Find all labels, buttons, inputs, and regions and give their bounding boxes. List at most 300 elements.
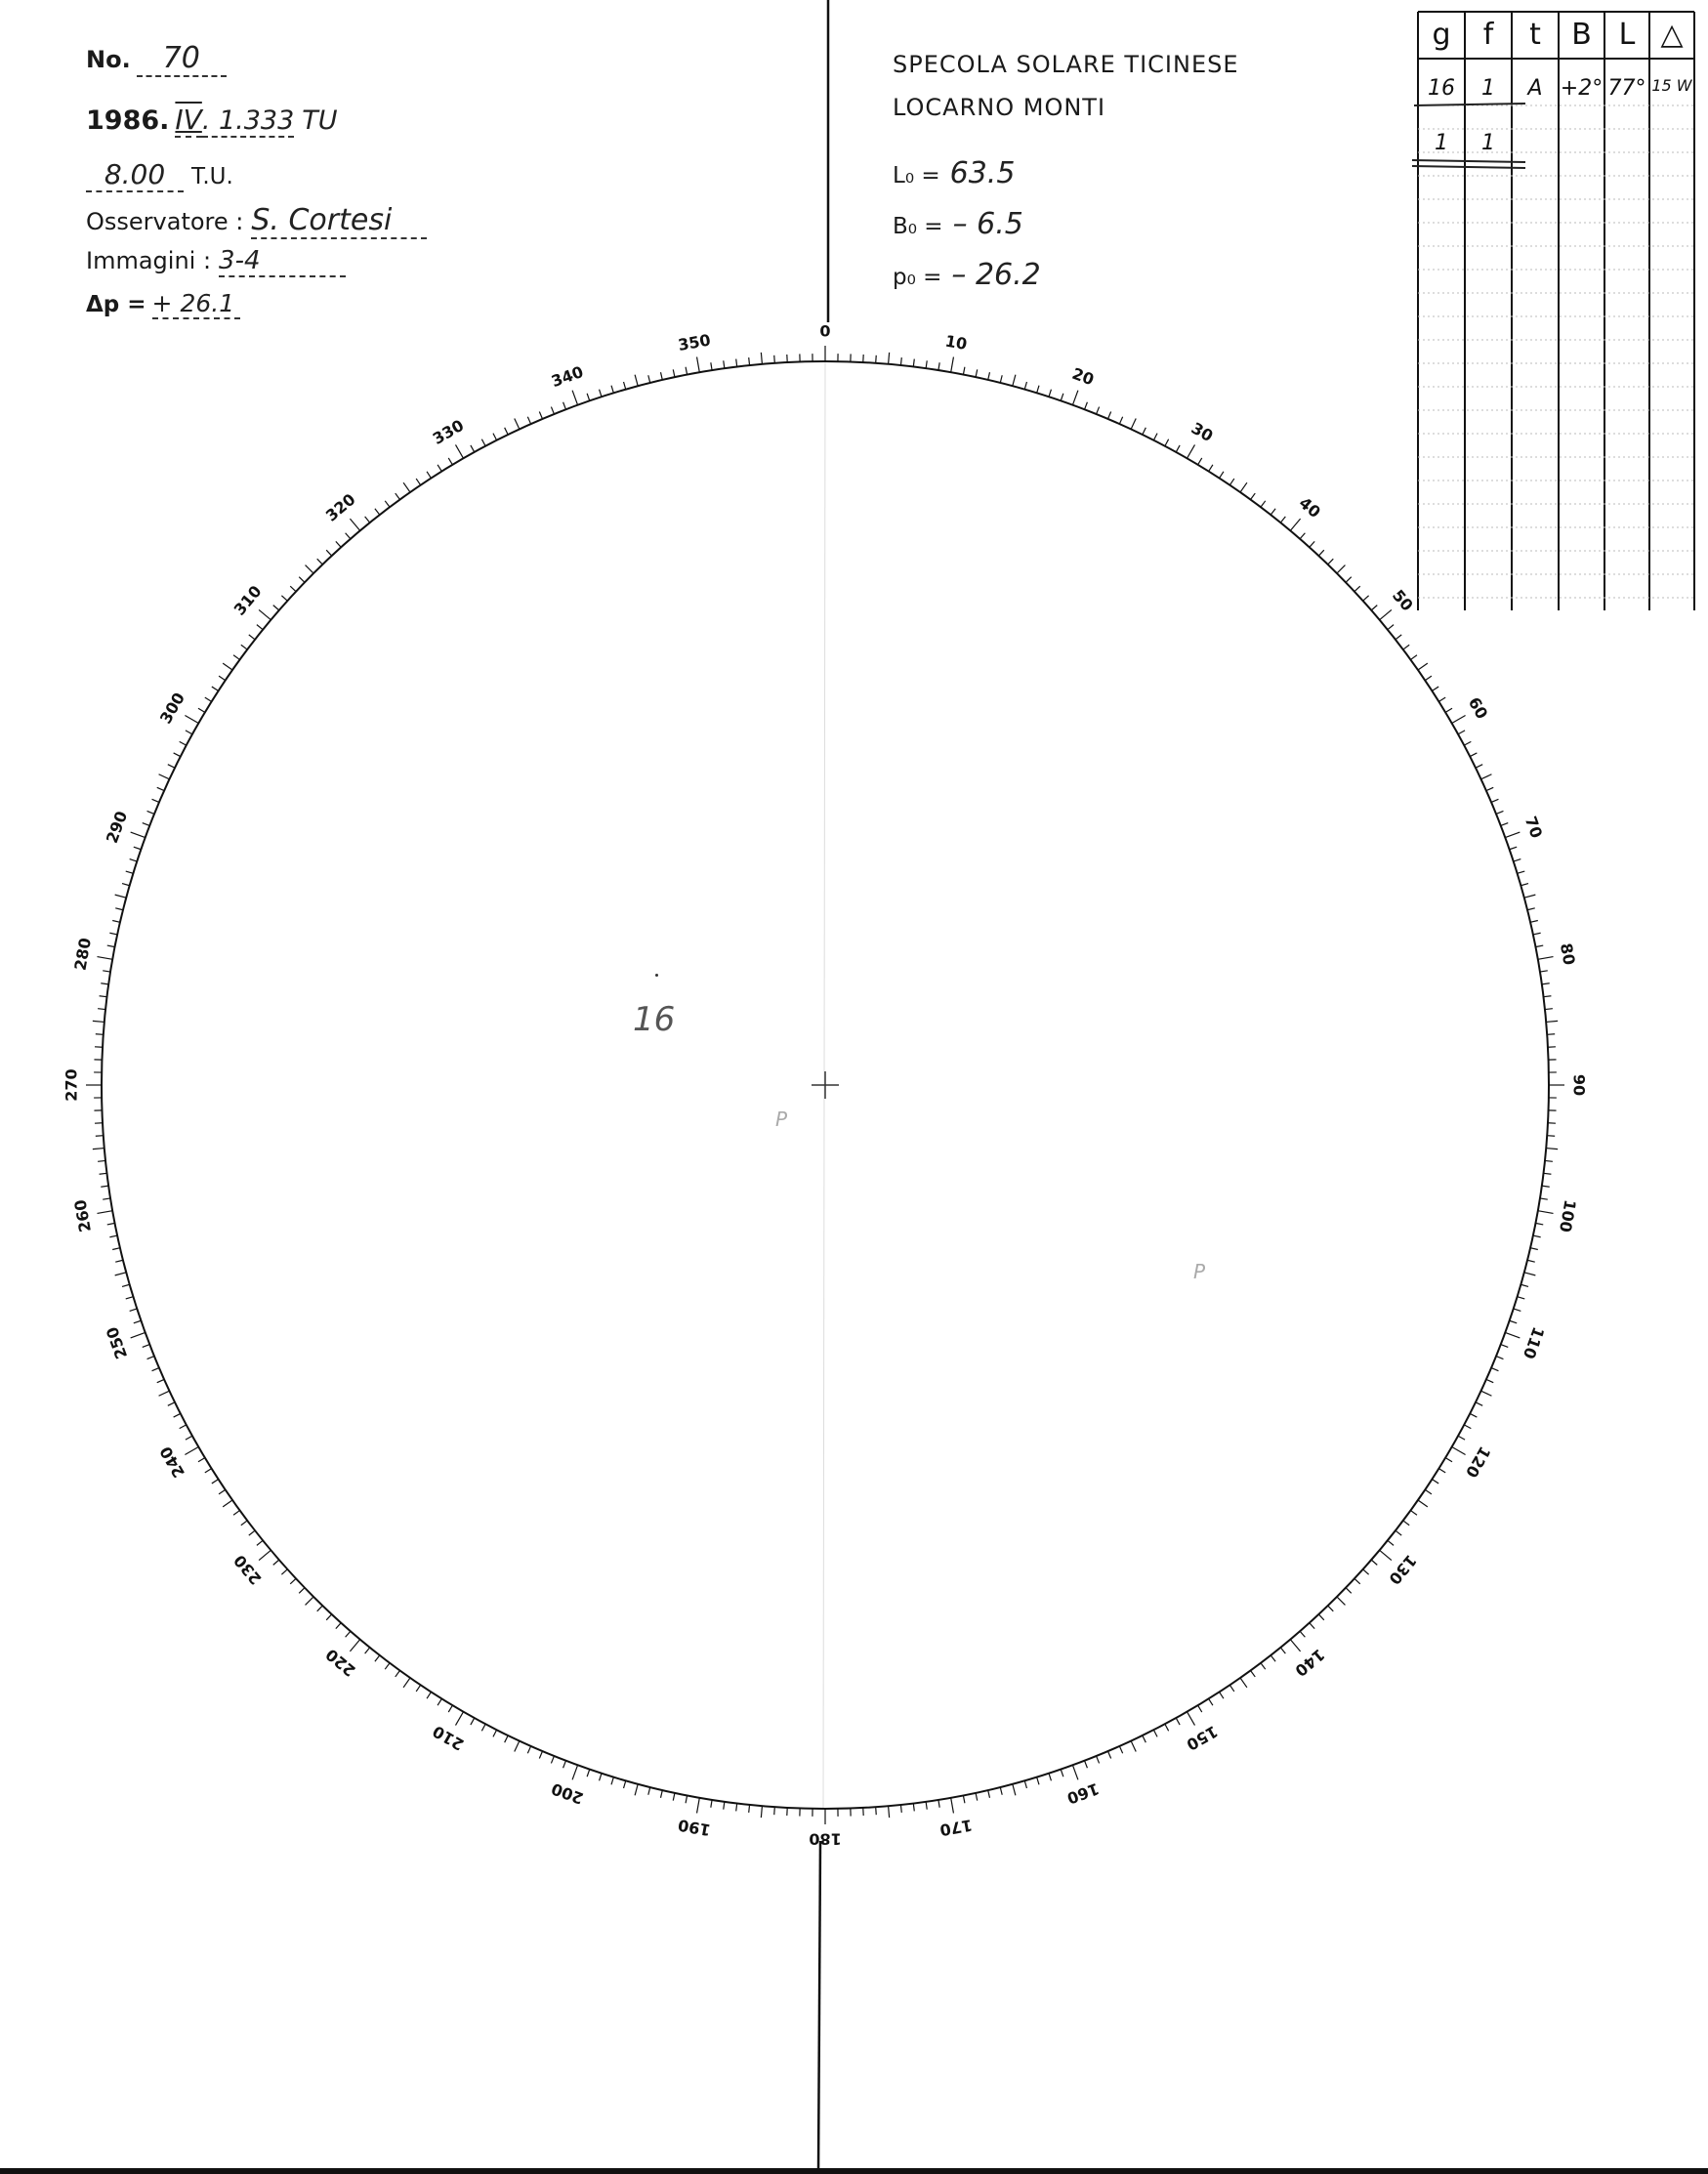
- scale-tick: [1403, 1521, 1409, 1526]
- scale-tick: [396, 1670, 400, 1676]
- scale-label: 340: [549, 361, 586, 392]
- scale-tick: [1354, 1578, 1360, 1583]
- scale-tick: [299, 577, 305, 583]
- scale-tick: [115, 1260, 123, 1262]
- scale-tick: [913, 1803, 914, 1811]
- scale-label: 300: [155, 689, 189, 728]
- scale-tick: [1458, 731, 1465, 734]
- table-header-cell: B: [1571, 18, 1592, 52]
- scale-tick: [103, 971, 110, 972]
- scale-tick: [1481, 774, 1492, 779]
- scale-tick: [1354, 586, 1360, 591]
- scale-tick: [1533, 1235, 1541, 1237]
- scale-tick: [416, 479, 420, 485]
- scale-label: 250: [102, 1324, 132, 1361]
- table-cell: 1: [1435, 131, 1448, 155]
- scale-tick: [350, 519, 359, 530]
- scale-tick: [306, 565, 313, 573]
- scale-tick: [198, 708, 205, 712]
- scale-tick: [259, 609, 271, 619]
- scale-tick: [761, 353, 762, 364]
- scale-tick: [1388, 625, 1394, 630]
- row-double-underline: [1412, 160, 1525, 162]
- scale-tick: [437, 1698, 441, 1705]
- scale-tick: [185, 1447, 198, 1455]
- scale-tick: [131, 832, 146, 837]
- scale-label: 0: [819, 321, 831, 341]
- scale-tick: [1209, 465, 1213, 472]
- scale-tick: [551, 407, 554, 414]
- scale-tick: [98, 1211, 113, 1214]
- scale-tick: [174, 753, 181, 757]
- row-double-underline: [1412, 166, 1525, 168]
- scale-tick: [988, 1790, 990, 1798]
- scale-tick: [1229, 479, 1233, 485]
- scale-tick: [96, 1034, 104, 1035]
- scale-tick: [724, 360, 725, 368]
- scale-tick: [273, 1560, 279, 1565]
- scale-tick: [1547, 1136, 1555, 1137]
- table-cell: 15 W: [1651, 76, 1692, 95]
- observer-label: Osservatore :: [86, 208, 244, 235]
- scale-tick: [1547, 1034, 1555, 1035]
- scale-tick: [385, 501, 390, 507]
- scale-tick: [112, 1248, 120, 1250]
- scale-tick: [375, 509, 380, 515]
- scale-tick: [126, 1297, 134, 1299]
- scale-tick: [1543, 996, 1551, 997]
- scale-tick: [147, 811, 154, 814]
- scale-tick: [241, 1521, 247, 1526]
- scale-tick: [186, 731, 192, 734]
- scale-tick: [100, 1173, 107, 1174]
- scale-tick: [233, 655, 239, 660]
- scale-label: 110: [1519, 1324, 1549, 1361]
- scale-tick: [1131, 1741, 1136, 1752]
- scale-tick: [1501, 1345, 1508, 1348]
- date-year: 1986.: [86, 105, 170, 136]
- scale-tick: [976, 369, 978, 377]
- scale-tick: [761, 1806, 762, 1818]
- scale-tick: [1363, 596, 1369, 601]
- scale-tick: [572, 1765, 577, 1779]
- scale-tick: [317, 1606, 323, 1611]
- scale-tick: [527, 417, 530, 424]
- time-value: 8.00: [86, 158, 184, 192]
- scale-tick: [724, 1802, 725, 1810]
- scale-tick: [109, 933, 117, 935]
- number-value: 70: [137, 41, 227, 77]
- scale-tick: [326, 1614, 331, 1620]
- scale-tick: [1452, 716, 1466, 724]
- scale-tick: [1410, 655, 1416, 660]
- scale-tick: [1491, 1368, 1498, 1371]
- scale-tick: [103, 1198, 110, 1199]
- scale-tick: [1396, 635, 1401, 640]
- scale-tick: [115, 895, 127, 898]
- scale-tick: [1543, 1173, 1551, 1174]
- scale-tick: [1229, 1685, 1233, 1692]
- b0-label: B₀ =: [893, 214, 943, 239]
- scale-tick: [1280, 517, 1285, 523]
- table-header-cell: f: [1482, 18, 1494, 52]
- scale-tick: [1165, 439, 1169, 446]
- scale-tick: [122, 1284, 130, 1286]
- scale-tick: [471, 445, 475, 452]
- scale-tick: [1445, 708, 1452, 712]
- scale-tick: [600, 390, 602, 397]
- scale-tick: [1388, 1540, 1394, 1545]
- p0-value: – 26.2: [951, 258, 1041, 292]
- scale-tick: [1310, 1623, 1314, 1629]
- scale-tick: [249, 1530, 255, 1535]
- scale-tick: [1470, 753, 1477, 757]
- scale-tick: [774, 355, 775, 363]
- scale-tick: [1527, 1260, 1535, 1262]
- scale-tick: [336, 1623, 341, 1629]
- scale-tick: [635, 375, 638, 387]
- number-label: No.: [86, 46, 131, 73]
- scale-tick: [1432, 1480, 1438, 1484]
- scale-tick: [1425, 1489, 1432, 1493]
- scale-tick: [130, 859, 138, 861]
- scale-tick: [1464, 741, 1471, 745]
- scale-tick: [1131, 419, 1136, 430]
- scale-tick: [205, 697, 212, 701]
- l0-value: 63.5: [949, 156, 1016, 190]
- scale-tick: [273, 606, 279, 610]
- scale-tick: [1518, 1297, 1525, 1299]
- scale-tick: [205, 1469, 212, 1473]
- scale-tick: [563, 1761, 566, 1768]
- scale-tick: [1165, 1724, 1169, 1731]
- scale-tick: [180, 741, 187, 745]
- table-header-cell: △: [1660, 18, 1684, 52]
- scale-tick: [1524, 1273, 1536, 1275]
- images-label: Immagini :: [86, 247, 212, 274]
- scale-tick: [212, 687, 219, 690]
- scale-tick: [1271, 509, 1275, 515]
- scale-tick: [1176, 445, 1180, 452]
- scale-tick: [1251, 1670, 1256, 1676]
- scale-tick: [515, 419, 520, 430]
- images-value: 3-4: [219, 246, 346, 277]
- scale-label: 240: [155, 1442, 189, 1482]
- scale-tick: [134, 847, 142, 850]
- scale-tick: [1143, 428, 1146, 435]
- p0-label: p₀ =: [893, 265, 942, 290]
- scale-tick: [1527, 908, 1535, 910]
- scale-tick: [107, 1223, 115, 1225]
- scale-tick: [1380, 609, 1392, 619]
- scale-tick: [1220, 1692, 1224, 1698]
- scale-tick: [437, 465, 441, 472]
- scale-label: 130: [1385, 1551, 1421, 1589]
- scale-tick: [346, 533, 351, 539]
- scale-tick: [1261, 501, 1266, 507]
- scale-tick: [98, 957, 113, 960]
- scale-tick: [951, 357, 954, 373]
- scale-tick: [648, 375, 650, 383]
- scale-tick: [1521, 884, 1528, 886]
- scale-tick: [131, 1332, 146, 1337]
- scale-tick: [223, 1500, 232, 1507]
- scale-tick: [1380, 1550, 1392, 1560]
- scale-label: 210: [429, 1721, 468, 1755]
- scale-tick: [648, 1787, 650, 1795]
- delta-p-label: Δp =: [86, 292, 146, 317]
- scale-tick: [1209, 1698, 1213, 1705]
- scale-tick: [1476, 765, 1482, 769]
- scale-tick: [1013, 1784, 1016, 1796]
- scale-label: 220: [321, 1645, 359, 1681]
- scale-tick: [1000, 375, 1002, 383]
- institution-line-1: SPECOLA SOLARE TICINESE: [893, 51, 1239, 78]
- scale-tick: [1037, 1777, 1039, 1785]
- scale-tick: [1049, 390, 1051, 397]
- scale-tick: [697, 1798, 700, 1814]
- scale-tick: [1510, 1320, 1518, 1323]
- scale-tick: [1438, 697, 1445, 701]
- institution-line-2: LOCARNO MONTI: [893, 94, 1106, 121]
- scale-tick: [1328, 559, 1334, 564]
- scale-tick: [143, 823, 149, 826]
- scale-tick: [396, 493, 400, 499]
- scale-label: 60: [1464, 693, 1492, 723]
- p-mark-1: P: [775, 1108, 788, 1131]
- scale-tick: [317, 559, 323, 564]
- table-cell: +2°: [1560, 76, 1604, 101]
- scale-tick: [1271, 1655, 1275, 1661]
- scale-tick: [686, 367, 687, 375]
- scale-tick: [1024, 1780, 1026, 1788]
- row-underline: [1414, 104, 1525, 105]
- scale-tick: [281, 596, 287, 601]
- scale-tick: [1337, 565, 1345, 573]
- scale-tick: [233, 1511, 239, 1516]
- scale-tick: [448, 1705, 452, 1712]
- scale-tick: [152, 1368, 159, 1371]
- scale-tick: [1061, 394, 1063, 401]
- scale-tick: [1542, 983, 1550, 984]
- scale-tick: [1481, 1391, 1492, 1396]
- scale-tick: [174, 1413, 181, 1417]
- scale-tick: [1119, 1746, 1122, 1753]
- scale-tick: [159, 1391, 170, 1396]
- scale-tick: [93, 1021, 104, 1022]
- scale-tick: [281, 1569, 287, 1574]
- scale-tick: [1464, 1425, 1471, 1429]
- scale-tick: [223, 663, 232, 670]
- scale-label: 70: [1521, 814, 1547, 841]
- scale-label: 200: [549, 1778, 586, 1809]
- scale-tick: [1425, 676, 1432, 680]
- scale-label: 170: [937, 1816, 975, 1840]
- scale-tick: [481, 439, 485, 446]
- scale-tick: [257, 625, 263, 630]
- scale-tick: [889, 353, 890, 364]
- scale-tick: [249, 635, 255, 640]
- scale-tick: [1024, 382, 1026, 390]
- scale-tick: [1540, 971, 1548, 972]
- scale-tick: [1418, 663, 1428, 670]
- scale-tick: [1328, 1606, 1334, 1611]
- scale-tick: [527, 1746, 530, 1753]
- scale-tick: [290, 1578, 296, 1583]
- scale-tick: [1486, 787, 1493, 790]
- axis-bottom-line: [818, 1841, 820, 2174]
- scale-tick: [1496, 811, 1503, 814]
- scale-tick: [180, 1425, 187, 1429]
- scale-tick: [1491, 799, 1498, 802]
- scale-tick: [101, 1186, 108, 1187]
- scale-tick: [697, 357, 700, 373]
- scale-tick: [876, 1807, 877, 1815]
- scale-label: 180: [809, 1829, 842, 1849]
- scale-tick: [350, 1640, 359, 1651]
- sunspot-group-label: 16: [633, 1000, 676, 1039]
- scale-tick: [661, 1790, 663, 1798]
- scale-tick: [1072, 391, 1077, 405]
- scale-tick: [963, 367, 965, 375]
- scale-tick: [600, 1774, 602, 1781]
- observer-value: S. Cortesi: [251, 203, 427, 239]
- scale-tick: [1187, 1712, 1195, 1726]
- scale-tick: [900, 1805, 901, 1813]
- scale-tick: [1432, 687, 1438, 690]
- scale-tick: [126, 871, 134, 873]
- scale-tick: [212, 1480, 219, 1484]
- scale-tick: [505, 1735, 509, 1742]
- scale-tick: [1545, 1160, 1553, 1161]
- scale-tick: [198, 1458, 205, 1462]
- scale-tick: [493, 1730, 497, 1736]
- scale-tick: [365, 1648, 370, 1653]
- scale-tick: [1514, 859, 1521, 861]
- scale-tick: [1251, 493, 1256, 499]
- time-label: T.U.: [191, 164, 233, 189]
- scale-tick: [1049, 1774, 1051, 1781]
- scale-tick: [1505, 1332, 1520, 1337]
- scale-tick: [1240, 482, 1247, 492]
- scale-tick: [1521, 1284, 1528, 1286]
- scale-tick: [1410, 1511, 1416, 1516]
- scale-tick: [1085, 1761, 1088, 1768]
- scale-tick: [1403, 645, 1409, 649]
- scale-tick: [749, 1805, 750, 1813]
- scale-tick: [168, 765, 175, 769]
- sunspot-dot: [655, 974, 658, 977]
- scale-tick: [673, 369, 675, 377]
- scale-tick: [143, 1345, 149, 1348]
- scale-tick: [1470, 1413, 1477, 1417]
- scale-tick: [711, 1800, 712, 1808]
- scale-tick: [336, 541, 341, 547]
- scale-tick: [563, 402, 566, 409]
- table-cell: 1: [1481, 131, 1495, 155]
- scale-tick: [1261, 1663, 1266, 1669]
- scale-tick: [749, 357, 750, 365]
- scale-tick: [926, 360, 927, 368]
- scale-tick: [1530, 921, 1538, 923]
- scale-label: 260: [70, 1197, 95, 1234]
- scale-tick: [101, 983, 108, 984]
- date-day: . 1.333: [201, 105, 295, 136]
- scale-tick: [988, 372, 990, 380]
- scale-tick: [1187, 444, 1195, 458]
- scale-tick: [1546, 1021, 1558, 1022]
- scale-tick: [1085, 402, 1088, 409]
- scale-tick: [1318, 1614, 1323, 1620]
- table-header-cell: g: [1432, 18, 1451, 52]
- scale-tick: [661, 372, 663, 380]
- scale-tick: [134, 1320, 142, 1323]
- scale-tick: [736, 1803, 737, 1811]
- scale-tick: [1496, 1357, 1503, 1359]
- scale-tick: [326, 550, 331, 556]
- l0-label: L₀ =: [893, 163, 940, 188]
- scale-tick: [1290, 519, 1300, 530]
- scale-tick: [1072, 1765, 1077, 1779]
- scale-tick: [1476, 1402, 1482, 1406]
- b0-value: – 6.5: [952, 207, 1023, 241]
- scale-tick: [1535, 945, 1543, 947]
- scale-tick: [1198, 1705, 1202, 1712]
- scale-tick: [159, 774, 170, 779]
- scale-tick: [1535, 1223, 1543, 1225]
- scale-tick: [624, 382, 626, 390]
- scale-tick: [926, 1802, 927, 1810]
- scale-tick: [1438, 1469, 1445, 1473]
- scale-tick: [551, 1756, 554, 1763]
- scale-tick: [471, 1718, 475, 1725]
- scale-tick: [493, 434, 497, 440]
- scale-tick: [635, 1784, 638, 1796]
- scale-tick: [1013, 375, 1016, 387]
- scale-label: 90: [1569, 1073, 1589, 1097]
- scale-tick: [1546, 1149, 1558, 1150]
- scale-tick: [1452, 1447, 1466, 1455]
- scale-tick: [122, 884, 130, 886]
- scale-tick: [185, 716, 198, 724]
- scale-tick: [1280, 1648, 1285, 1653]
- scale-tick: [456, 444, 464, 458]
- scale-tick: [157, 1379, 164, 1382]
- scale-tick: [1337, 1597, 1345, 1605]
- scale-tick: [1153, 1730, 1157, 1736]
- scale-tick: [1542, 1186, 1550, 1187]
- scale-tick: [505, 428, 509, 435]
- scale-label: 160: [1064, 1778, 1102, 1809]
- table-cell: A: [1527, 76, 1543, 101]
- scale-tick: [951, 1798, 954, 1814]
- scale-label: 100: [1556, 1197, 1580, 1234]
- scale-tick: [1198, 458, 1202, 465]
- scale-tick: [259, 1550, 271, 1560]
- scale-tick: [1143, 1735, 1146, 1742]
- scale-tick: [1240, 1678, 1247, 1688]
- scale-tick: [346, 1631, 351, 1637]
- scale-tick: [1346, 1588, 1352, 1594]
- scale-label: 140: [1291, 1645, 1329, 1681]
- scale-tick: [112, 921, 120, 923]
- scale-tick: [572, 391, 577, 405]
- scale-tick: [1371, 606, 1377, 610]
- scale-tick: [306, 1597, 313, 1605]
- scale-tick: [1510, 847, 1518, 850]
- scale-tick: [938, 1800, 939, 1808]
- scale-label: 230: [229, 1551, 266, 1589]
